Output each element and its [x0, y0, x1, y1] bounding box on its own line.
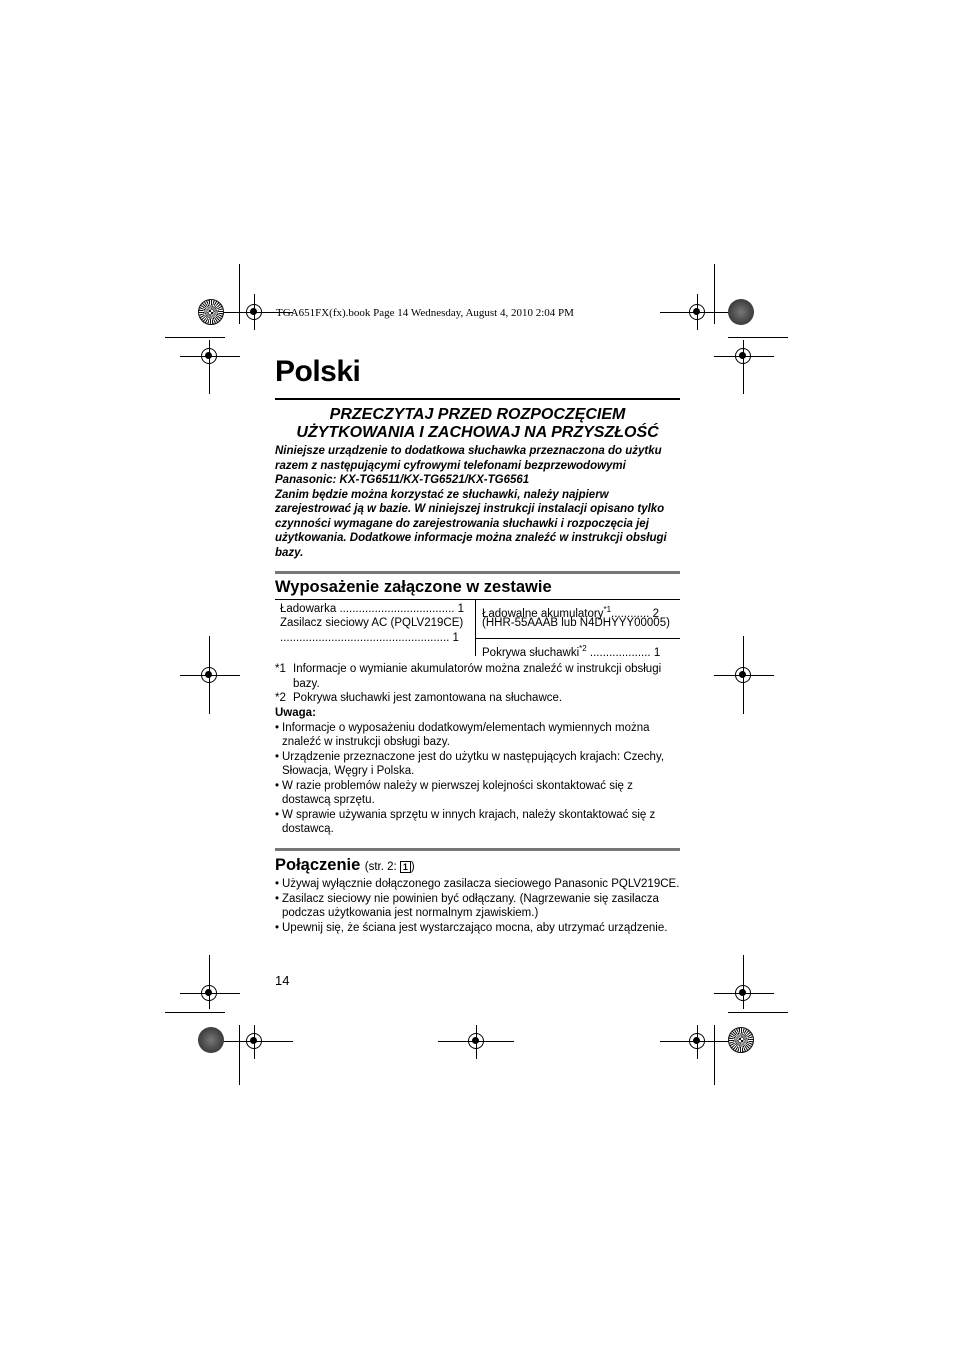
ref-suffix: ) — [410, 861, 415, 873]
footnote — [275, 662, 680, 691]
note-item: • W razie problemów należy w pierwszej kolejności skontaktować się z dostawcą sprzętu. — [275, 779, 680, 808]
footnote-text: Informacje o wymianie akumulatorów można znaleźć w instrukcji obsługi bazy. — [293, 663, 662, 690]
connection-list — [275, 877, 680, 935]
title-rule — [275, 398, 680, 400]
footnote — [275, 691, 680, 706]
warning-line-1: PRZECZYTAJ PRZED ROZPOCZĘCIEM — [329, 406, 626, 423]
note-label: Uwaga: — [275, 707, 316, 719]
table-divider — [475, 600, 476, 656]
note-item: • Informacje o wyposażeniu dodatkowym/elementach wymiennych można znaleźć w instrukcji obsługi bazy. — [275, 721, 680, 750]
accessories-heading: Wyposażenie załączone w zestawie — [275, 578, 552, 596]
footnote-ref-1: *1 — [603, 605, 612, 614]
footnote-mark: *2 — [275, 692, 286, 704]
connection-title: Połączenie — [275, 856, 361, 874]
warning-line-2: UŻYTKOWANIA I ZACHOWAJ NA PRZYSZŁOŚĆ — [296, 424, 659, 441]
connection-item: • Upewnij się, że ściana jest wystarczająco mocna, aby utrzymać urządzenie. — [275, 921, 680, 936]
table-top-rule — [275, 599, 680, 600]
item-battery-models: (HHR-55AAAB lub N4DHYYY00005) — [482, 617, 670, 629]
figure-ref-box: 1 — [400, 861, 411, 873]
connection-item: • Używaj wyłącznie dołączonego zasilacza sieciowego Panasonic PQLV219CE. — [275, 877, 680, 892]
section-rule — [275, 848, 680, 851]
footnote-ref-2: *2 — [579, 644, 587, 653]
item-batteries-label: Ładowalne akumulatory — [482, 607, 604, 620]
connection-ref — [365, 861, 415, 873]
connection-item: • Zasilacz sieciowy nie powinien być odłączany. (Nagrzewanie się zasilacza podczas użytkowania jest normalnym zjawiskiem.) — [275, 892, 680, 921]
table-cell-rule — [476, 638, 680, 639]
item-adapter: Zasilacz sieciowy AC (PQLV219CE) — [280, 617, 464, 629]
note-item: • Urządzenie przeznaczone jest do użytku w następujących krajach: Czechy, Słowacja, Węgry i Polska. — [275, 750, 680, 779]
page-number: 14 — [275, 973, 290, 988]
item-batteries-qty: ............ 2 — [611, 607, 659, 620]
footnotes — [275, 662, 680, 706]
warning-heading — [275, 406, 680, 442]
item-charger: Ładowarka .................................... 1 — [280, 603, 465, 615]
intro-paragraph-2: Zanim będzie można korzystać ze słuchawki, należy najpierw zarejestrować ją w bazie. W niniejszej instrukcji instalacji opisano tylko czynności wymagane do zarejestrowania słuchawki i rozpoczęcia jej użytkowania. Dodatkowe informacje można znaleźć w instrukcji obsługi bazy. — [275, 488, 667, 559]
footnote-mark: *1 — [275, 663, 286, 675]
item-cover — [482, 641, 660, 661]
note-item: • W sprawie używania sprzętu w innych krajach, należy skontaktować się z dostawcą. — [275, 808, 680, 837]
item-cover-qty: ................... 1 — [586, 646, 661, 659]
connection-heading — [275, 856, 415, 875]
intro-text — [275, 444, 675, 560]
footnote-text: Pokrywa słuchawki jest zamontowana na słuchawce. — [293, 692, 563, 704]
intro-paragraph-1: Niniejsze urządzenie to dodatkowa słuchawka przeznaczona do użytku razem z następującymi cyfrowymi telefonami bezprzewodowymi Panasonic: KX-TG6511/KX-TG6521/KX-TG6561 — [275, 445, 662, 486]
section-rule — [275, 571, 680, 574]
note-section — [275, 706, 680, 837]
page-title: Polski — [275, 355, 361, 388]
item-cover-label: Pokrywa słuchawki — [482, 646, 580, 659]
item-adapter-qty: ..................................................... 1 — [280, 632, 459, 644]
ref-prefix: (str. 2: — [364, 861, 400, 873]
file-header: TGA651FX(fx).book Page 14 Wednesday, August 4, 2010 2:04 PM — [276, 307, 574, 319]
